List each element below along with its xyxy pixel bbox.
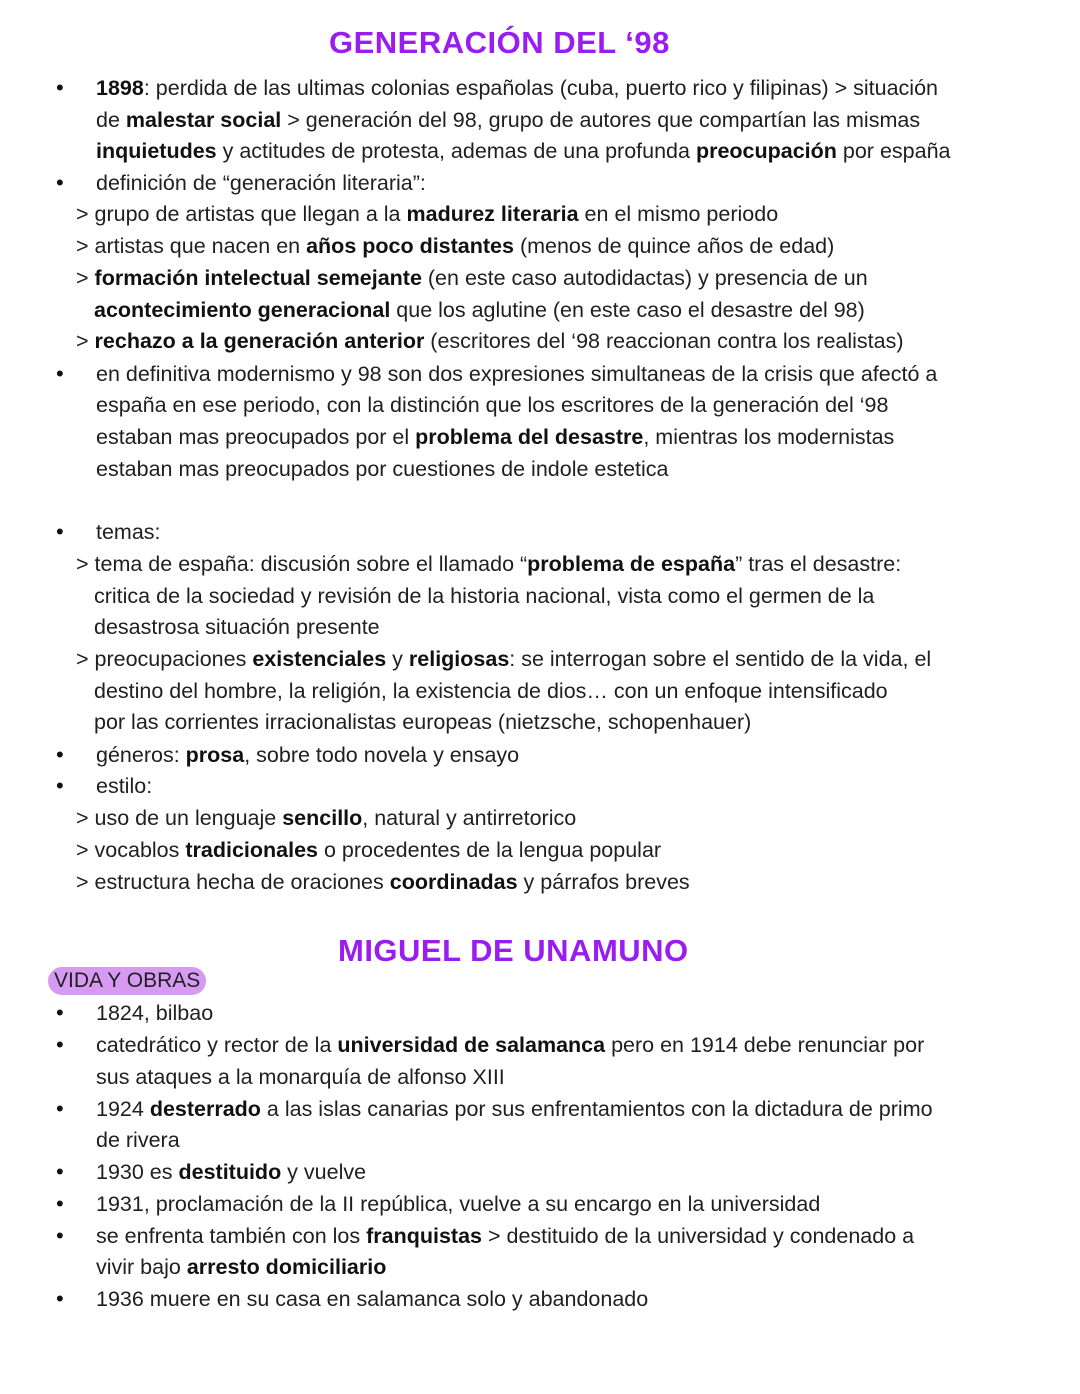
text-line xyxy=(96,997,213,1029)
bold-term: problema de españa xyxy=(527,552,736,576)
text-line xyxy=(96,1251,386,1283)
text-line xyxy=(76,866,690,898)
text-segment: y xyxy=(386,647,409,671)
bullet-icon: • xyxy=(56,1286,64,1311)
text-segment: se enfrenta también con los xyxy=(96,1224,367,1248)
text-segment: : se interrogan sobre el sentido de la vida, el xyxy=(509,647,932,671)
text-segment: y actitudes de protesta, ademas de una profunda xyxy=(216,139,696,163)
text-segment: > preocupaciones xyxy=(76,647,253,671)
text-segment: critica de la sociedad y revisión de la historia nacional, vista como el germen de la xyxy=(94,584,875,608)
text-line xyxy=(94,611,380,643)
text-segment: desastrosa situación presente xyxy=(94,615,380,639)
text-line xyxy=(96,421,894,453)
text-line xyxy=(96,1061,505,1093)
bold-term: destituido xyxy=(178,1160,282,1184)
bold-term: rechazo a la generación anterior xyxy=(94,329,425,353)
text-segment: > artistas que nacen en xyxy=(76,234,307,258)
text-segment: géneros: xyxy=(96,743,186,767)
text-line xyxy=(76,834,661,866)
bold-term: malestar social xyxy=(125,108,282,132)
bold-term: años poco distantes xyxy=(306,234,514,258)
text-segment: estaban mas preocupados por el xyxy=(96,425,416,449)
text-line xyxy=(96,770,152,802)
bullet-icon: • xyxy=(56,1032,64,1057)
text-segment: vivir bajo xyxy=(96,1255,187,1279)
text-segment: 1824, bilbao xyxy=(96,1001,214,1025)
text-segment: > tema de españa: discusión sobre el llamado “ xyxy=(76,552,528,576)
text-segment: , natural y antirretorico xyxy=(362,806,577,830)
bullet-icon: • xyxy=(56,361,64,386)
text-line xyxy=(94,675,888,707)
text-line xyxy=(96,104,920,136)
text-line xyxy=(96,1093,933,1125)
bullet-icon: • xyxy=(56,742,64,767)
text-line xyxy=(96,1029,924,1061)
text-segment: ” tras el desastre: xyxy=(735,552,902,576)
text-segment: destino del hombre, la religión, la existencia de dios… con un enfoque intensificado xyxy=(94,679,888,703)
text-line xyxy=(96,739,519,771)
text-segment: por españa xyxy=(836,139,951,163)
bullet-icon: • xyxy=(56,519,64,544)
text-segment: estilo: xyxy=(96,774,153,798)
bullet-icon: • xyxy=(56,1223,64,1248)
bold-term: acontecimiento generacional xyxy=(94,298,391,322)
text-segment: temas: xyxy=(96,520,161,544)
bold-term: formación intelectual semejante xyxy=(94,266,422,290)
text-segment: , sobre todo novela y ensayo xyxy=(244,743,520,767)
text-segment: (escritores del ‘98 reaccionan contra los realistas) xyxy=(424,329,904,353)
text-segment: y vuelve xyxy=(281,1160,367,1184)
bold-term: existenciales xyxy=(252,647,387,671)
text-line xyxy=(96,1188,820,1220)
bullet-icon: • xyxy=(56,773,64,798)
text-segment: definición de “generación literaria”: xyxy=(96,171,426,195)
text-line xyxy=(94,706,751,738)
bold-term: prosa xyxy=(185,743,245,767)
bold-term: universidad de salamanca xyxy=(337,1033,606,1057)
text-segment: > vocablos xyxy=(76,838,186,862)
text-line xyxy=(96,1220,914,1252)
text-segment: > xyxy=(76,329,95,353)
text-segment: 1924 xyxy=(96,1097,150,1121)
bullet-icon: • xyxy=(56,170,64,195)
text-segment: > destituido de la universidad y condenado a xyxy=(482,1224,915,1248)
text-segment: estaban mas preocupados por cuestiones de indole estetica xyxy=(96,457,669,481)
text-segment: (menos de quince años de edad) xyxy=(513,234,835,258)
text-segment: por las corrientes irracionalistas europeas (nietzsche, schopenhauer) xyxy=(94,710,752,734)
text-segment: y párrafos breves xyxy=(517,870,690,894)
bullet-icon: • xyxy=(56,1096,64,1121)
text-segment: españa en ese periodo, con la distinción que los escritores de la generación del ‘98 xyxy=(96,393,889,417)
bold-term: coordinadas xyxy=(389,870,518,894)
text-line xyxy=(96,1124,180,1156)
text-segment: que los aglutine (en este caso el desastre del 98) xyxy=(390,298,865,322)
text-segment: en definitiva modernismo y 98 son dos expresiones simultaneas de la crisis que afectó a xyxy=(96,362,938,386)
bold-term: franquistas xyxy=(366,1224,482,1248)
text-segment: , mientras los modernistas xyxy=(643,425,895,449)
text-line xyxy=(96,453,669,485)
text-line xyxy=(94,580,874,612)
bold-term: arresto domiciliario xyxy=(186,1255,387,1279)
text-segment: > estructura hecha de oraciones xyxy=(76,870,390,894)
text-segment: > xyxy=(76,266,95,290)
text-line xyxy=(94,294,865,326)
text-line xyxy=(76,198,778,230)
text-segment: catedrático y rector de la xyxy=(96,1033,338,1057)
text-segment: en el mismo periodo xyxy=(578,202,779,226)
bold-term: preocupación xyxy=(695,139,837,163)
bullet-icon: • xyxy=(56,1159,64,1184)
text-line xyxy=(96,167,426,199)
text-line xyxy=(96,516,161,548)
text-segment: > grupo de artistas que llegan a la xyxy=(76,202,407,226)
text-line xyxy=(96,1283,648,1315)
text-segment: 1930 es xyxy=(96,1160,179,1184)
text-line xyxy=(96,72,938,104)
text-segment: 1936 muere en su casa en salamanca solo y abandonado xyxy=(96,1287,649,1311)
text-line xyxy=(76,548,901,580)
text-segment: 1931, proclamación de la II república, vuelve a su encargo en la universidad xyxy=(96,1192,821,1216)
bullet-icon: • xyxy=(56,1000,64,1025)
bold-term: sencillo xyxy=(282,806,363,830)
text-segment: : perdida de las ultimas colonias españolas (cuba, puerto rico y filipinas) > situación xyxy=(143,76,938,100)
text-line xyxy=(96,135,950,167)
text-line xyxy=(96,358,937,390)
bold-term: problema del desastre xyxy=(415,425,644,449)
bold-term: 1898 xyxy=(96,76,144,100)
text-line xyxy=(96,389,888,421)
bold-term: desterrado xyxy=(149,1097,261,1121)
text-line xyxy=(96,1156,366,1188)
section-title-unamuno: MIGUEL DE UNAMUNO xyxy=(338,933,689,968)
text-line xyxy=(76,262,868,294)
bold-term: tradicionales xyxy=(185,838,318,862)
text-line xyxy=(76,643,931,675)
bold-term: religiosas xyxy=(408,647,510,671)
section-label-vida-y-obras: VIDA Y OBRAS xyxy=(48,967,206,995)
page-title: GENERACIÓN DEL ‘98 xyxy=(329,25,670,60)
bullet-icon: • xyxy=(56,1191,64,1216)
bold-term: madurez literaria xyxy=(406,202,579,226)
text-segment: pero en 1914 debe renunciar por xyxy=(605,1033,925,1057)
text-segment: (en este caso autodidactas) y presencia de un xyxy=(421,266,868,290)
text-line xyxy=(76,325,904,357)
bold-term: inquietudes xyxy=(96,139,217,163)
text-segment: de rivera xyxy=(96,1128,180,1152)
text-segment: > generación del 98, grupo de autores que compartían las mismas xyxy=(281,108,921,132)
text-segment: sus ataques a la monarquía de alfonso XIII xyxy=(96,1065,505,1089)
bullet-icon: • xyxy=(56,75,64,100)
text-segment: a las islas canarias por sus enfrentamientos con la dictadura de primo xyxy=(260,1097,933,1121)
text-line xyxy=(76,230,834,262)
text-line xyxy=(76,802,576,834)
text-segment: > uso de un lenguaje xyxy=(76,806,283,830)
text-segment: de xyxy=(96,108,126,132)
text-segment: o procedentes de la lengua popular xyxy=(318,838,662,862)
